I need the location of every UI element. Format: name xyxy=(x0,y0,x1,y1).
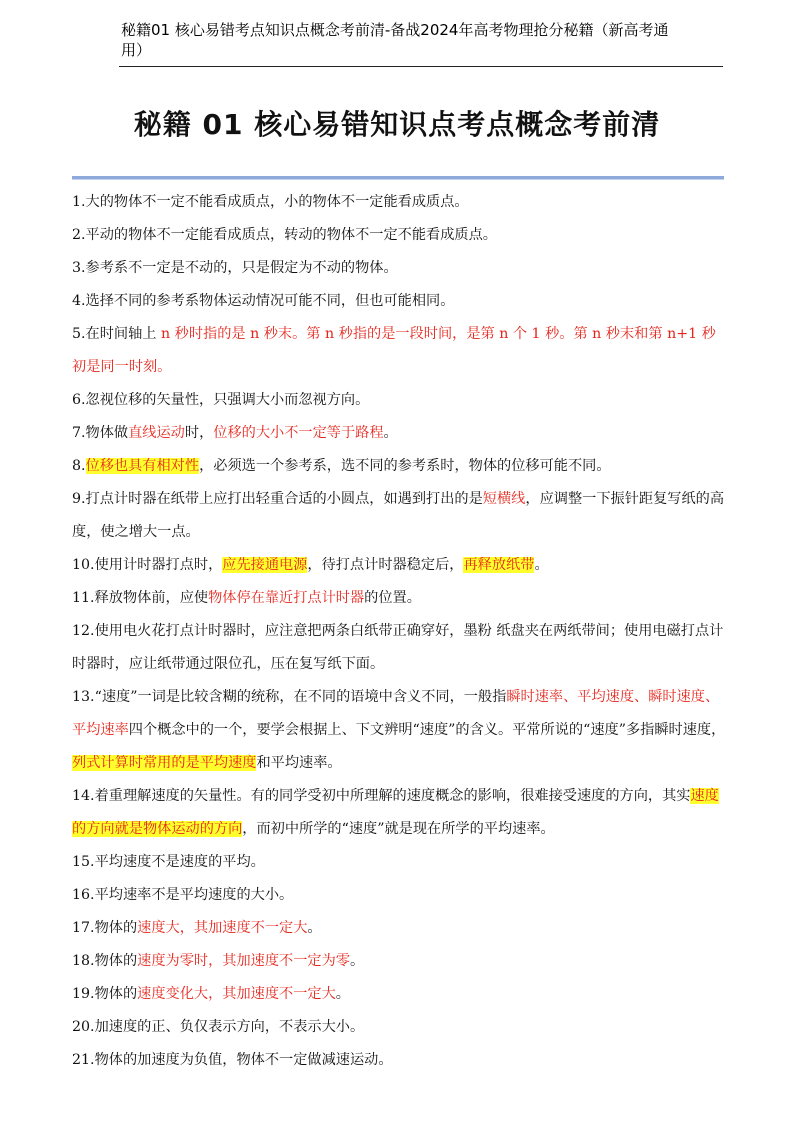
text-run: 四个概念中的一个，要学会根据上、下文辨明“速度”的含义。平常所说的“速度”多指瞬时速度， xyxy=(128,722,726,738)
text-run: 1.大的物体不一定不能看成质点，小的物体不一定能看成质点。 xyxy=(72,194,469,210)
emphasis-run: 位移也具有相对性 xyxy=(85,458,200,474)
knowledge-point-4 xyxy=(72,285,726,318)
text-run: 9.打点计时器在纸带上应打出轻重合适的小圆点，如遇到打出的是 xyxy=(72,491,483,507)
knowledge-point-17 xyxy=(72,912,726,945)
text-run: 18.物体的 xyxy=(72,953,138,969)
knowledge-point-20 xyxy=(72,1011,726,1044)
header-divider xyxy=(119,66,723,67)
text-run: 2.平动的物体不一定能看成质点，转动的物体不一定不能看成质点。 xyxy=(72,227,497,243)
knowledge-point-3 xyxy=(72,252,726,285)
text-run: 。 xyxy=(534,557,549,573)
title-divider xyxy=(72,176,724,179)
text-run: 12.使用电火花打点计时器时，应注意把两条白纸带正确穿好，墨粉 纸盘夹在两纸带间；使用电磁打点计时器时，应让纸带通过限位孔，压在复写纸下面。 xyxy=(72,623,724,672)
text-run: 8. xyxy=(72,458,86,474)
text-run: 。 xyxy=(335,986,350,1002)
text-run: 21.物体的加速度为负值，物体不一定做减速运动。 xyxy=(72,1052,393,1068)
text-run: 。 xyxy=(383,425,398,441)
text-run: 6.忽视位移的矢量性，只强调大小而忽视方向。 xyxy=(72,392,370,408)
text-run: 。 xyxy=(307,920,322,936)
emphasis-run: 短横线 xyxy=(482,491,526,507)
document-title: 秘籍 01 核心易错知识点考点概念考前清 xyxy=(133,108,661,141)
knowledge-point-16 xyxy=(72,879,726,912)
emphasis-run: 列式计算时常用的是平均速度 xyxy=(72,755,257,771)
emphasis-run: 速度变化大，其加速度不一定大 xyxy=(137,986,336,1002)
text-run: 19.物体的 xyxy=(72,986,138,1002)
text-run: 。 xyxy=(349,953,365,969)
knowledge-point-12 xyxy=(72,615,726,681)
knowledge-point-19 xyxy=(72,978,726,1011)
text-run: 5.在时间轴上 xyxy=(72,326,161,342)
knowledge-point-list xyxy=(72,186,726,1077)
knowledge-point-6 xyxy=(72,384,726,417)
text-run: ，应调整一下振针距复写纸的高度，使之增大一点。 xyxy=(72,491,725,540)
knowledge-point-21 xyxy=(72,1044,726,1077)
page-header: 秘籍01 核心易错考点知识点概念考前清-备战2024年高考物理抢分秘籍（新高考通用） xyxy=(121,21,669,59)
knowledge-point-1 xyxy=(72,186,726,219)
knowledge-point-5 xyxy=(72,318,726,384)
emphasis-run: n 秒时指的是 n 秒末。第 n 秒指的是一段时间，是第 n 个 1 秒。第 n 秒末和第 n+1 秒初是同一时刻。 xyxy=(72,326,716,375)
text-run: ，待打点计时器稳定后， xyxy=(307,557,464,573)
knowledge-point-8 xyxy=(72,450,726,483)
text-run: 16.平均速率不是平均速度的大小。 xyxy=(72,887,294,903)
knowledge-point-11 xyxy=(72,582,726,615)
emphasis-run: 瞬时速率、平均速度、瞬时速度、平均速率 xyxy=(72,689,720,738)
emphasis-run: 物体停在靠近打点计时器 xyxy=(208,590,365,606)
knowledge-point-9 xyxy=(72,483,726,549)
text-run: 20.加速度的正、负仅表示方向，不表示大小。 xyxy=(72,1019,365,1035)
text-run: 13.“速度”一词是比较含糊的统称，在不同的语境中含义不同，一般指 xyxy=(72,689,507,705)
emphasis-run: 速度大，其加速度不一定大 xyxy=(137,920,308,936)
emphasis-run: 速度的方向就是物体运动的方向 xyxy=(72,788,719,837)
text-run: 的位置。 xyxy=(364,590,421,606)
text-run: 时， xyxy=(184,425,214,441)
text-run: 17.物体的 xyxy=(72,920,138,936)
emphasis-run: 速度为零时，其加速度不一定为零 xyxy=(137,953,350,969)
emphasis-run: 应先接通电源 xyxy=(222,557,308,573)
knowledge-point-2 xyxy=(72,219,726,252)
text-run: 15.平均速度不是速度的平均。 xyxy=(72,854,265,870)
knowledge-point-10 xyxy=(72,549,726,582)
text-run: ，必须选一个参考系，选不同的参考系时，物体的位移可能不同。 xyxy=(199,458,611,474)
text-run: 11.释放物体前，应使 xyxy=(72,590,209,606)
text-run: 10.使用计时器打点时， xyxy=(72,557,223,573)
emphasis-run: 位移的大小不一定等于路程 xyxy=(213,425,384,441)
text-run: ，而初中所学的“速度”就是现在所学的平均速率。 xyxy=(242,821,555,837)
text-run: 14.着重理解速度的矢量性。有的同学受初中所理解的速度概念的影响，很难接受速度的方向，其实 xyxy=(72,788,691,804)
text-run: 7.物体做 xyxy=(72,425,129,441)
emphasis-run: 直线运动 xyxy=(128,425,185,441)
knowledge-point-7 xyxy=(72,417,726,450)
knowledge-point-13 xyxy=(72,681,726,780)
knowledge-point-18 xyxy=(72,945,726,978)
knowledge-point-15 xyxy=(72,846,726,879)
emphasis-run: 再释放纸带 xyxy=(463,557,535,573)
text-run: 3.参考系不一定是不动的，只是假定为不动的物体。 xyxy=(72,260,398,276)
text-run: 和平均速率。 xyxy=(256,755,342,771)
text-run: 4.选择不同的参考系物体运动情况可能不同，但也可能相同。 xyxy=(72,293,455,309)
knowledge-point-14 xyxy=(72,780,726,846)
